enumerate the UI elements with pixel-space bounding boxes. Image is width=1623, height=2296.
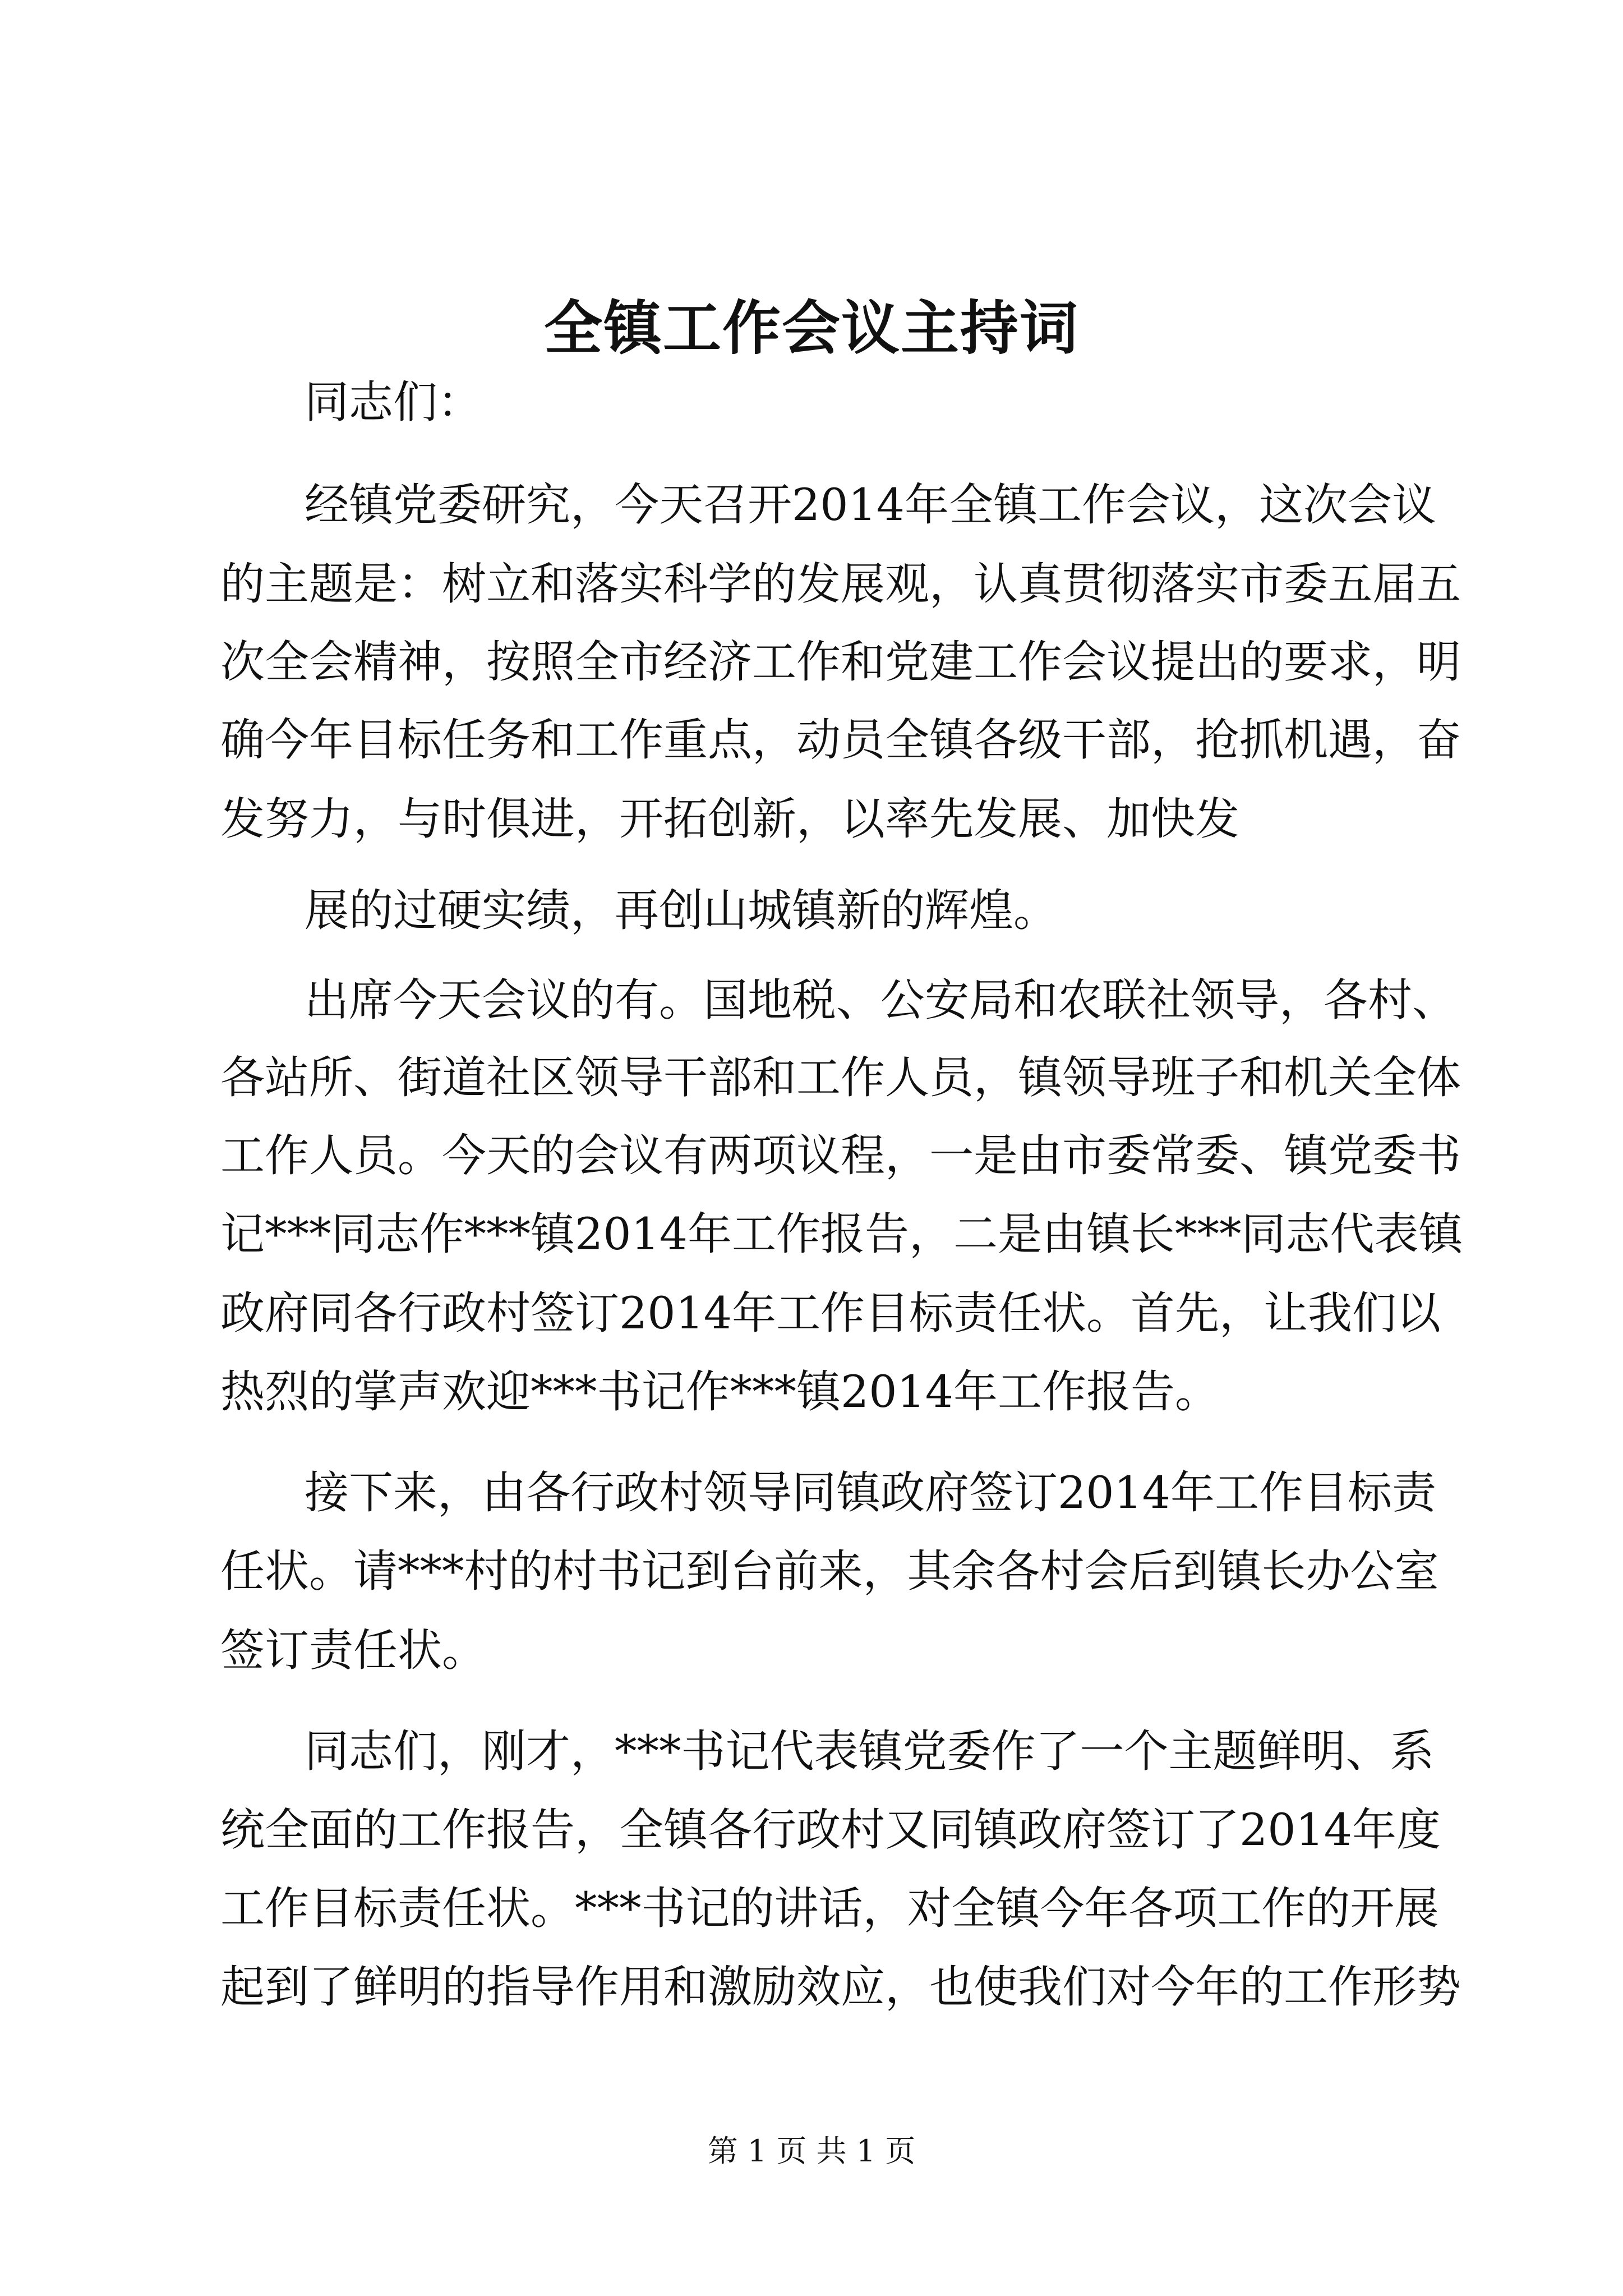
document-title: 全镇工作会议主持词 [543,293,1079,362]
text-line: 同志们： [305,376,482,428]
text-line: 确今年目标任务和工作重点，动员全镇各级干部，抢抓机遇，奋 [220,714,1461,766]
text-line: 各站所、街道社区领导干部和工作人员，镇领导班子和机关全体 [220,1052,1461,1103]
text-line: 经镇党委研究，今天召开2014年全镇工作会议，这次会议 [305,479,1437,531]
text-line: 热烈的掌声欢迎***书记作***镇2014年工作报告。 [220,1366,1220,1418]
text-line: 任状。请***村的村书记到台前来，其余各村会后到镇长办公室 [220,1545,1439,1597]
text-line: 记***同志作***镇2014年工作报告，二是由镇长***同志代表镇 [220,1208,1463,1260]
text-line: 接下来，由各行政村领导同镇政府签订2014年工作目标责 [305,1467,1437,1519]
text-line: 工作人员。今天的会议有两项议程，一是由市委常委、镇党委书 [220,1130,1461,1181]
text-line: 的主题是：树立和落实科学的发展观，认真贯彻落实市委五届五 [220,558,1461,610]
text-line: 工作目标责任状。***书记的讲话，对全镇今年各项工作的开展 [220,1883,1439,1934]
text-line: 起到了鲜明的指导作用和激励效应，也使我们对今年的工作形势 [220,1961,1461,2013]
text-line: 次全会精神，按照全市经济工作和党建工作会议提出的要求，明 [220,636,1461,688]
text-line: 出席今天会议的有。国地税、公安局和农联社领导，各村、 [305,974,1456,1026]
text-line: 发努力，与时俱进，开拓创新，以率先发展、加快发 [220,793,1239,845]
text-line: 政府同各行政村签订2014年工作目标责任状。首先，让我们以 [220,1287,1441,1339]
page-number-footer: 第 1 页 共 1 页 [707,2133,916,2169]
text-line: 签订责任状。 [220,1625,486,1676]
text-line: 同志们，刚才，***书记代表镇党委作了一个主题鲜明、系 [305,1726,1435,1777]
text-line: 统全面的工作报告，全镇各行政村又同镇政府签订了2014年度 [220,1804,1441,1856]
text-line: 展的过硬实绩，再创山城镇新的辉煌。 [305,885,1058,936]
